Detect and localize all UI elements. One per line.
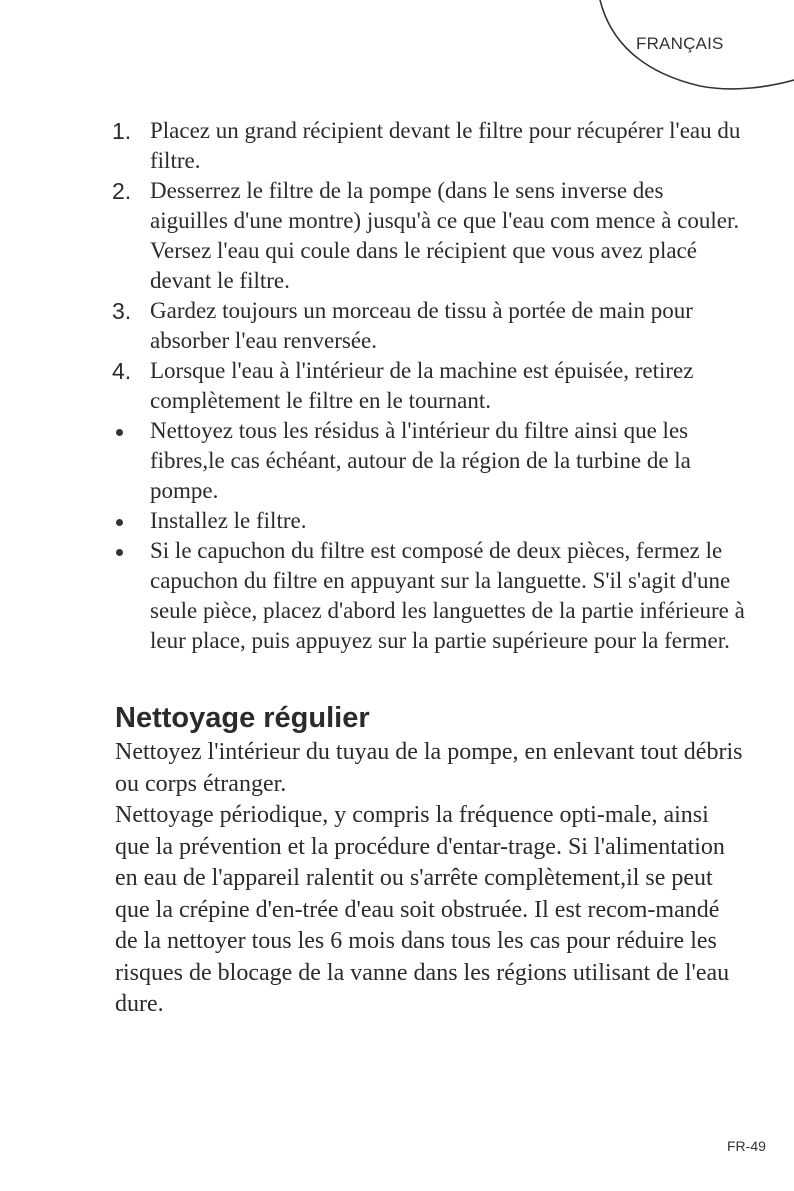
bullet-text: Si le capuchon du filtre est composé de deux pièces, fermez le capuchon du filtre en appuyant sur la languette. S'il s'agit d'une seule pièce, placez d'abord les languettes de la partie inférieure à leur place, puis appuyez sur la partie supérieure pour la fermer. — [150, 538, 745, 653]
regular-cleaning-section — [115, 700, 745, 1021]
step-number: 4. — [112, 358, 132, 384]
step-number: 1. — [112, 118, 132, 144]
language-label: FRANÇAIS — [636, 34, 724, 53]
section-paragraph-1: Nettoyez l'intérieur du tuyau de la pompe, en enlevant tout débris ou corps étranger. — [115, 739, 743, 797]
page-number: FR-49 — [727, 1138, 766, 1154]
instruction-list — [106, 116, 746, 656]
bullet-dot-icon — [116, 549, 123, 556]
step-text: Desserrez le filtre de la pompe (dans le sens inverse des aiguilles d'une montre) jusqu'à ce que l'eau com mence à couler. Versez l'eau qui coule dans le récipient que vous avez placé devant le filtre. — [150, 178, 740, 293]
step-item-3 — [106, 296, 746, 356]
step-text: Placez un grand récipient devant le filtre pour récupérer l'eau du filtre. — [150, 118, 741, 173]
step-item-1 — [106, 116, 746, 176]
step-item-2 — [106, 176, 746, 296]
step-number: 3. — [112, 298, 132, 324]
bullet-dot-icon — [116, 429, 123, 436]
bullet-item-3 — [106, 536, 746, 656]
bullet-item-2 — [106, 506, 746, 536]
step-text: Lorsque l'eau à l'intérieur de la machine est épuisée, retirez complètement le filtre en le tournant. — [150, 358, 694, 413]
bullet-text: Nettoyez tous les résidus à l'intérieur du filtre ainsi que les fibres,le cas échéant, autour de la région de la turbine de la pompe. — [150, 418, 691, 503]
step-number: 2. — [112, 178, 132, 204]
step-item-4 — [106, 356, 746, 416]
bullet-item-1 — [106, 416, 746, 506]
step-text: Gardez toujours un morceau de tissu à portée de main pour absorber l'eau renversée. — [150, 298, 693, 353]
section-paragraph-2: Nettoyage périodique, y compris la fréquence opti-male, ainsi que la prévention et la procédure d'entar-trage. Si l'alimentation en eau de l'appareil ralentit ou s'arrête complètement,il se peut que la crépine d'en-trée d'eau soit obstruée. Il est recom-mandé de la nettoyer tous les 6 mois dans tous les cas pour réduire les risques de blocage de la vanne dans les régions utilisant de l'eau dure. — [115, 802, 730, 1017]
section-title: Nettoyage régulier — [115, 702, 370, 734]
bullet-dot-icon — [116, 519, 123, 526]
bullet-text: Installez le filtre. — [150, 508, 307, 533]
